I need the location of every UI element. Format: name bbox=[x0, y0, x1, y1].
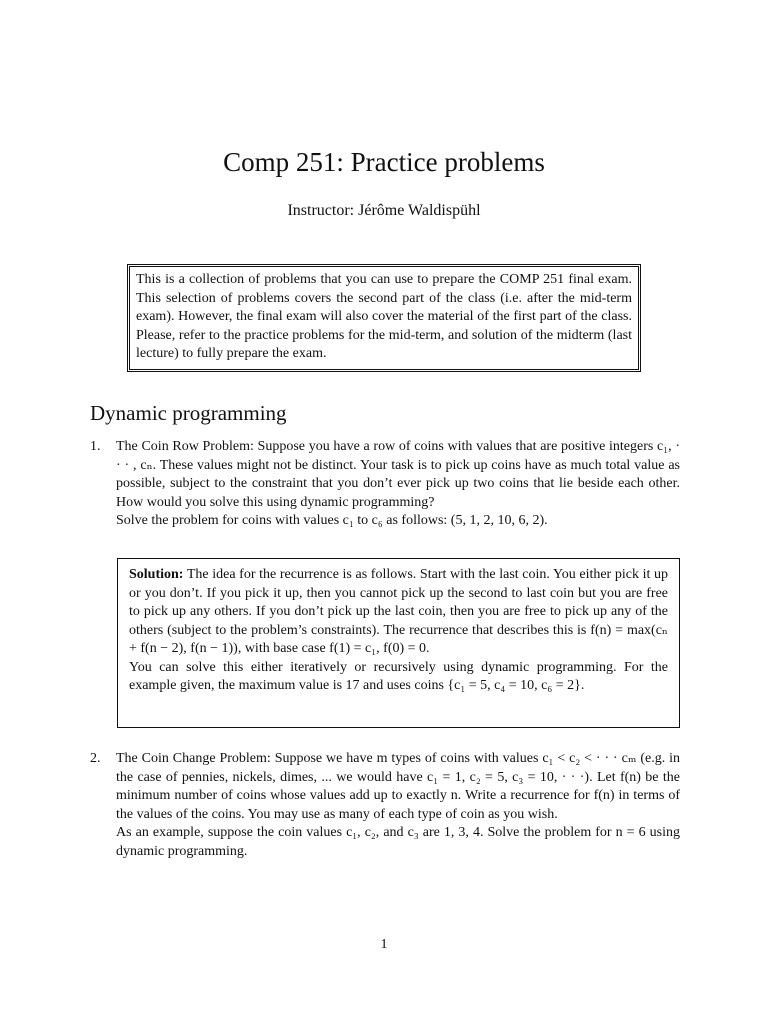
intro-box bbox=[127, 264, 641, 372]
solution-conclusion: You can solve this either iteratively or recursively using dynamic programming. For the example given, the maximum value is 17 and uses coins {c₁ = 5, c₄ = 10, c₆ = 2}. bbox=[129, 659, 668, 693]
page-number: 1 bbox=[380, 937, 388, 952]
problem-item bbox=[90, 750, 680, 861]
problem-number: 2. bbox=[90, 751, 101, 766]
problem-task: Solve the problem for coins with values c₁ to c₆ as follows: (5, 1, 2, 10, 6, 2). bbox=[116, 513, 548, 528]
problem-item bbox=[90, 438, 680, 531]
problem-number: 1. bbox=[90, 439, 101, 454]
section-title: Dynamic programming bbox=[90, 401, 287, 425]
page-title: Comp 251: Practice problems bbox=[223, 147, 545, 177]
problem-task: As an example, suppose the coin values c₁, c₂, and c₃ are 1, 3, 4. Solve the problem for n = 6 using dynamic programming. bbox=[116, 825, 680, 859]
problem-text: The Coin Change Problem: Suppose we have m types of coins with values c₁ < c₂ < · · · cₘ (e.g. in the case of pennies, nickels, dimes, ... we would have c₁ = 1, c₂ = 5, c₃ = 10, · · ·). Let f(n) be the minimum number of coins whose values add up to exactly n. Write a recurrence for f(n) in terms of the values of the coins. You may use as many of each type of coin as you wish. bbox=[116, 751, 680, 822]
solution-text bbox=[129, 566, 668, 659]
problem-body bbox=[116, 438, 680, 531]
problem-body bbox=[116, 750, 680, 861]
intro-text: This is a collection of problems that you can use to prepare the COMP 251 final exam. This selection of problems covers the second part of the class (i.e. after the mid-term exam). However, the final exam will also cover the material of the first part of the class. Please, refer to the practice problems for the mid-term, and solution of the midterm (last lecture) to fully prepare the exam. bbox=[136, 272, 632, 361]
author-line: Instructor: Jérôme Waldispühl bbox=[287, 202, 481, 219]
problem-text: The Coin Row Problem: Suppose you have a row of coins with values that are positive integers c₁, · · · , cₙ. These values might not be distinct. Your task is to pick up coins have as much total value as possible, subject to the constraint that you don’t ever pick up two coins that lie beside each other. How would you solve this using dynamic programming? bbox=[116, 439, 680, 510]
solution-body: The idea for the recurrence is as follows. Start with the last coin. You either pick it up or you don’t. If you pick it up, then you cannot pick up the second to last coin but you are free to pick up any others. If you don’t pick up the last coin, then you are free to pick up any of the others (subject to the problem’s constraints). The recurrence that describes this is f(n) = max(cₙ + f(n − 2), f(n − 1)), with base case f(1) = c₁, f(0) = 0. bbox=[129, 567, 668, 656]
solution-box bbox=[117, 558, 680, 728]
solution-label: Solution: bbox=[129, 567, 184, 582]
